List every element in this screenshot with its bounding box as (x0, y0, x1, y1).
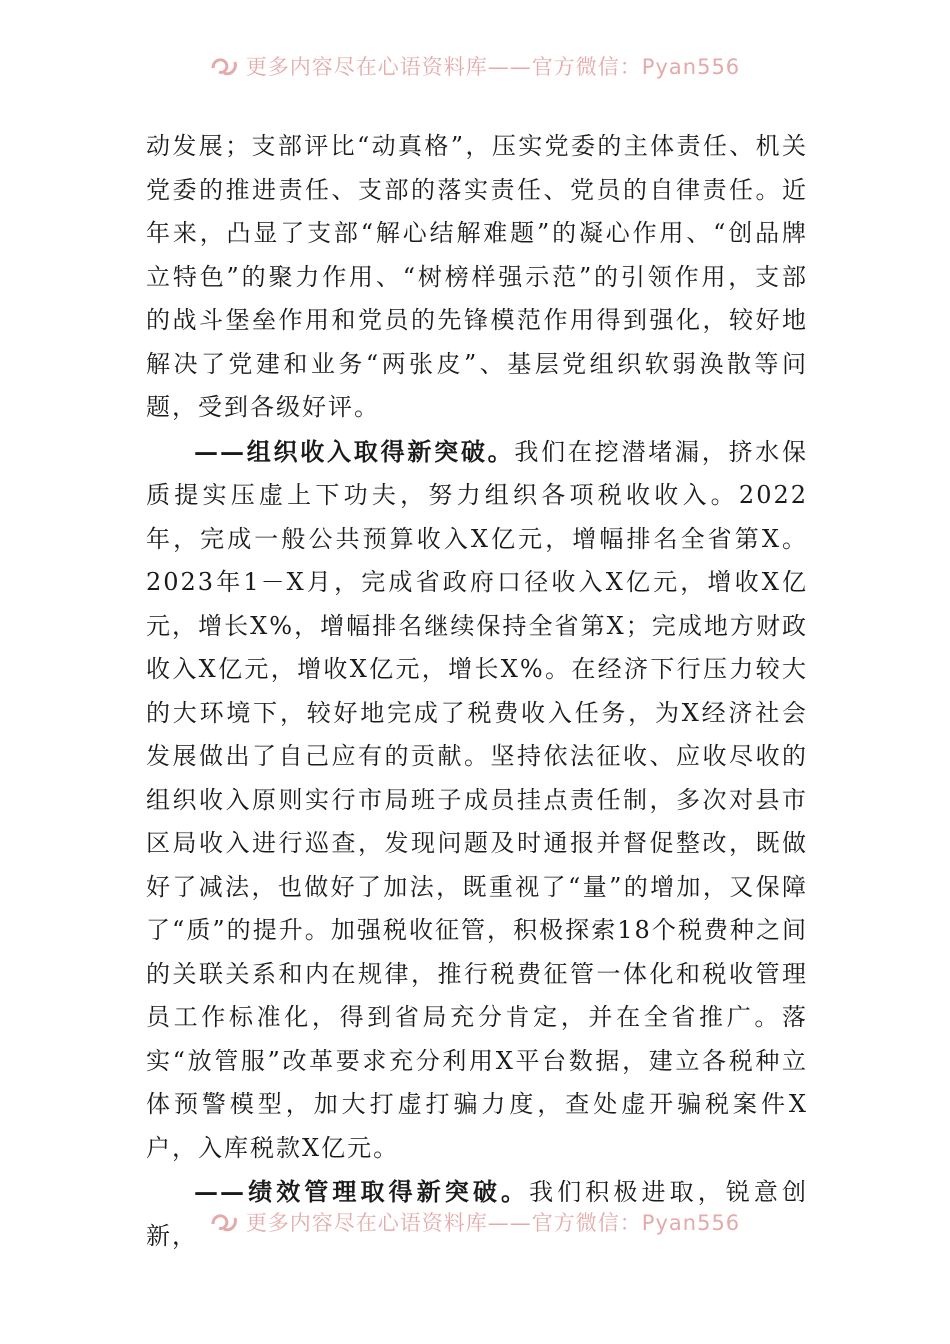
logo-icon (210, 1210, 240, 1234)
watermark-text: 更多内容尽在心语资料库——官方微信：Pyan556 (245, 55, 741, 79)
paragraph-2 (146, 430, 808, 1171)
section-heading: ——绩效管理取得新突破。 (194, 1177, 530, 1206)
paragraph-text: 动发展；支部评比“动真格”，压实党委的主体责任、机关党委的推进责任、支部的落实责任、党员的自律责任。近年来，凸显了支部“解心结解难题”的凝心作用、“创品牌立特色”的聚力作用、“树榜样强示范”的引领作用，支部的战斗堡垒作用和党员的先锋模范作用得到强化，较好地解决了党建和业务“两张皮”、基层党组织软弱涣散等问题，受到各级好评。 (146, 132, 808, 421)
section-heading: ——组织收入取得新突破。 (194, 436, 515, 466)
paragraph-text: 我们积极进取，锐意创新， (146, 1178, 809, 1250)
footer-watermark (0, 1202, 950, 1242)
paragraph-1 (146, 125, 808, 430)
document-body (146, 125, 808, 1258)
header-watermark (0, 46, 950, 86)
watermark-text: 更多内容尽在心语资料库——官方微信：Pyan556 (245, 1211, 741, 1235)
paragraph-text: 我们在挖潜堵漏，挤水保质提实压虚上下功夫，努力组织各项税收收入。2022年，完成一般公共预算收入X亿元，增幅排名全省第X。2023年1－X月，完成省政府口径收入X亿元，增收X亿元，增长X%，增幅排名继续保持全省第X；完成地方财政收入X亿元，增收X亿元，增长X%。在经济下行压力较大的大环境下，较好地完成了税费收入任务，为X经济社会发展做出了自己应有的贡献。坚持依法征收、应收尽收的组织收入原则实行市局班子成员挂点责任制，多次对县市区局收入进行巡查，发现问题及时通报并督促整改，既做好了减法，也做好了加法，既重视了“量”的增加，又保障了“质”的提升。加强税收征管，积极探索18个税费种之间的关联关系和内在规律，推行税费征管一体化和税收管理员工作标准化，得到省局充分肯定，并在全省推广。落实“放管服”改革要求充分利用X平台数据，建立各税种立体预警模型，加大打虚打骗力度，查处虚开骗税案件X户，入库税款X亿元。 (146, 437, 809, 1162)
logo-icon (210, 54, 240, 78)
